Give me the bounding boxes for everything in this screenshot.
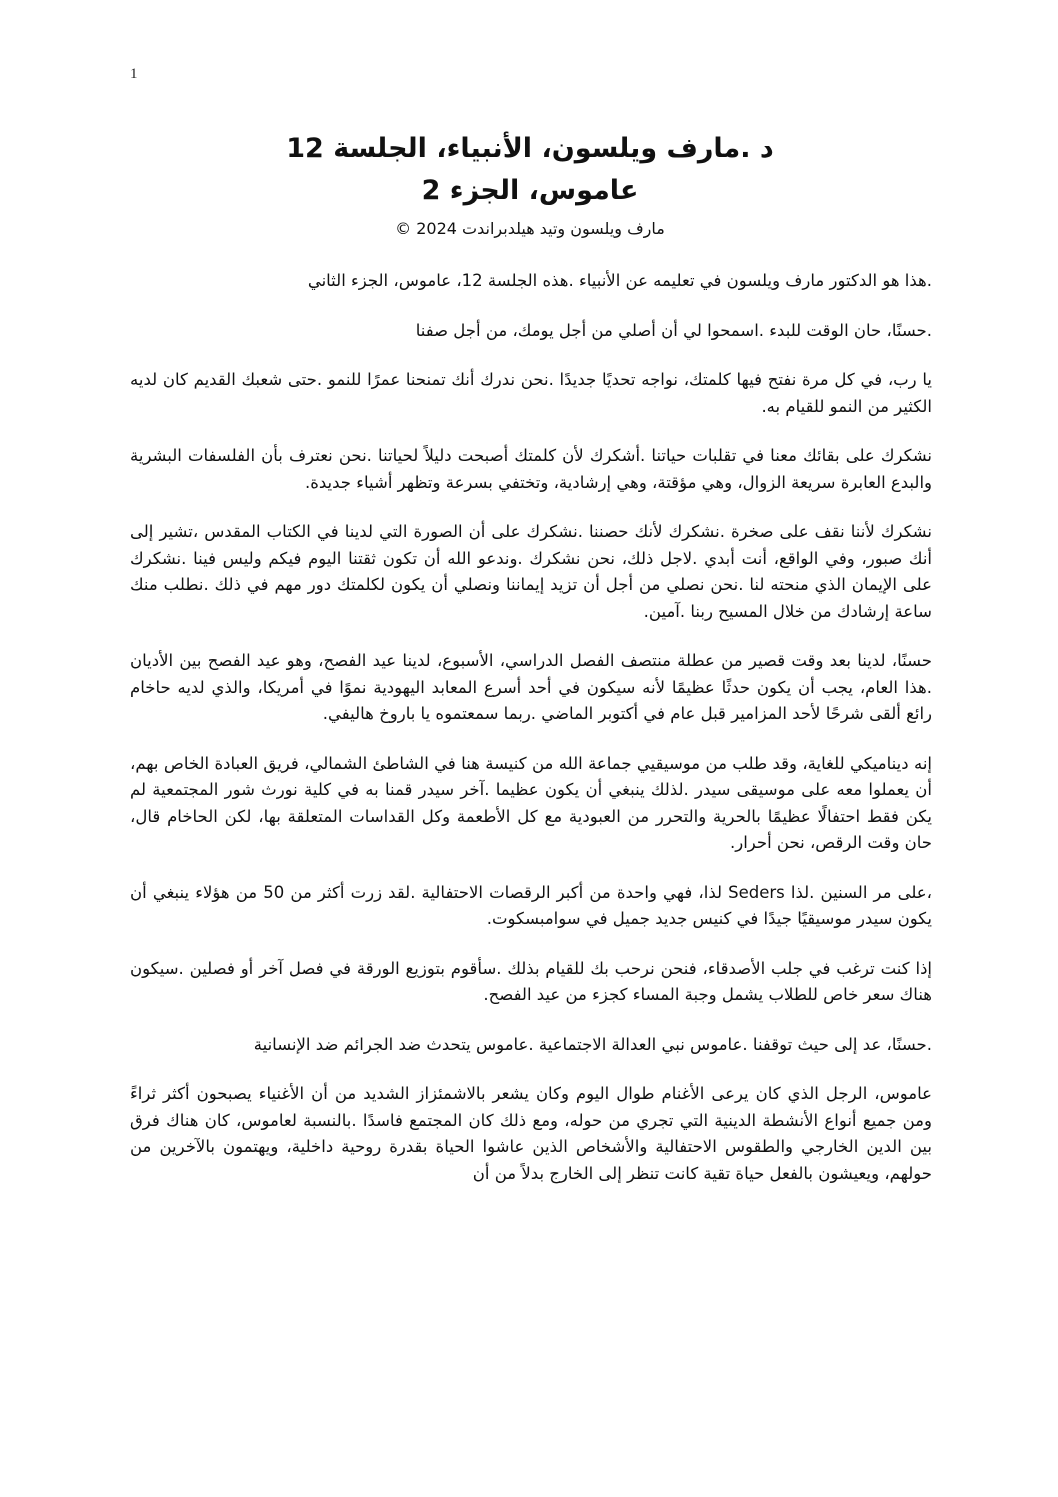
paragraph: نشكرك لأننا نقف على صخرة .نشكرك لأنك حصننا .نشكرك على أن الصورة التي لدينا في الكتاب المقدس ،تشير إلى أنك صبور، وفي الواقع، أنت أبدي .لاجل ذلك، نحن نشكرك .وندعو الله أن تكون ثقتنا اليوم فيكم وليس فينا .نشكرك على الإيمان الذي منحته لنا .نحن نصلي من أجل أن تزيد إيماننا ونصلي أن يكون لكلمتك دور مهم في ذلك .نطلب منك ساعة إرشادك من خلال المسيح ربنا .آمين. <box>130 522 932 621</box>
document-title-line-1: د .مارف ويلسون، الأنبياء، الجلسة 12 <box>286 133 774 164</box>
paragraph: يا رب، في كل مرة نفتح فيها كلمتك، نواجه تحديًا جديدًا .نحن ندرك أنك تمنحنا عمرًا للنمو .حتى شعبك القديم كان لديه الكثير من النمو للقيام به. <box>130 370 932 416</box>
copyright-notice: مارف ويلسون وتيد هيلدبراندت 2024 © <box>395 219 665 238</box>
page-number: 1 <box>130 66 138 82</box>
paragraph: نشكرك على بقائك معنا في تقلبات حياتنا .أشكرك لأن كلمتك أصبحت دليلاً لحياتنا .نحن نعترف بأن الفلسفات البشرية والبدع العابرة سريعة الزوال، وهي مؤقتة، وهي إرشادية، وتختفي بسرعة وتظهر أشياء جديدة. <box>130 446 932 492</box>
paragraph: .هذا هو الدكتور مارف ويلسون في تعليمه عن الأنبياء .هذه الجلسة 12، عاموس، الجزء الثاني <box>307 271 932 290</box>
paragraph: إنه ديناميكي للغاية، وقد طلب من موسيقيي جماعة الله من كنيسة هنا في الشاطئ الشمالي، فريق العبادة الخاص بهم، أن يعملوا معه على موسيقى سيدر .لذلك ينبغي أن يكون عظيما .آخر سيدر قمنا به في كلية نورث شور المجتمعية لم يكن فقط احتفالًا عظيمًا بالحرية والتحرر من العبودية مع كل الأطعمة وكل القداسات المتعلقة بها، لكن الحاخام قال، حان وقت الرقص، نحن أحرار. <box>130 753 932 852</box>
paragraph: ،على مر السنين .لذا Seders لذا، فهي واحدة من أكبر الرقصات الاحتفالية .لقد زرت أكثر من 50 من هؤلاء ينبغي أن يكون سيدر موسيقيًا جيدًا في كنيس جديد جميل في سوامبسكوت. <box>130 882 932 928</box>
document-title-line-2: عاموس، الجزء 2 <box>421 175 639 206</box>
paragraph: حسنًا، لدينا بعد وقت قصير من عطلة منتصف الفصل الدراسي، الأسبوع، لدينا عيد الفصح، وهو عيد الفصح بين الأديان .هذا العام، يجب أن يكون حدثًا عظيمًا لأنه سيكون في أحد أسرع المعابد اليهودية نموًا في أمريكا، والذي لديه حاخام رائع ألقى شرحًا لأحد المزامير قبل عام في أكتوبر الماضي .ربما سمعتموه يا باروخ هاليفي. <box>130 651 932 723</box>
paragraph: .حسنًا، عد إلى حيث توقفنا .عاموس نبي العدالة الاجتماعية .عاموس يتحدث ضد الجرائم ضد الإنسانية <box>253 1034 932 1054</box>
document-header <box>130 128 930 242</box>
paragraph: .حسنًا، حان الوقت للبدء .اسمحوا لي أن أصلي من أجل يومك، من أجل صفنا <box>415 320 932 340</box>
paragraph: عاموس، الرجل الذي كان يرعى الأغنام طوال اليوم وكان يشعر بالاشمئزاز الشديد من أن الأغنياء يصبحون أكثر ثراءً ومن جميع أنواع الأنشطة الدينية التي تجري من حوله، ومع ذلك كان المجتمع فاسدًا .بالنسبة لعاموس، كان هناك فرق بين الدين الخارجي والطقوس الاحتفالية والأشخاص الذين عاشوا الحياة بقدرة روحية داخلية، ويهتمون بالآخرين من حولهم، ويعيشون بالفعل حياة تقية كانت تنظر إلى الخارج بدلاً من أن <box>130 1084 932 1183</box>
document-body <box>130 268 932 1210</box>
paragraph: إذا كنت ترغب في جلب الأصدقاء، فنحن نرحب بك للقيام بذلك .سأقوم بتوزيع الورقة في فصل آخر أو فصلين .سيكون هناك سعر خاص للطلاب يشمل وجبة المساء كجزء من عيد الفصح. <box>130 958 932 1004</box>
